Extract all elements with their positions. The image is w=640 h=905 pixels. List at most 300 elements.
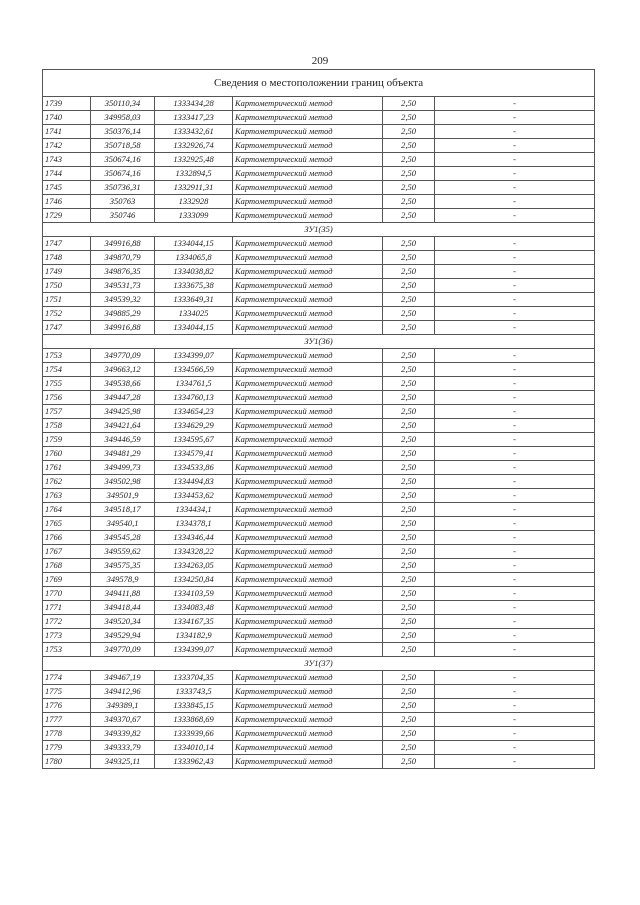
boundary-coordinates-table [42,69,595,769]
table-row [43,153,595,167]
note-cell: - [435,321,595,335]
y-coordinate-cell: 1334595,67 [155,433,233,447]
note-cell: - [435,111,595,125]
accuracy-cell: 2,50 [383,195,435,209]
method-cell: Картометрический метод [233,97,383,111]
point-number-cell: 1768 [43,559,91,573]
table-row [43,699,595,713]
point-number-cell: 1751 [43,293,91,307]
note-cell: - [435,209,595,223]
note-cell: - [435,727,595,741]
note-cell: - [435,391,595,405]
table-row [43,489,595,503]
point-number-cell: 1769 [43,573,91,587]
accuracy-cell: 2,50 [383,629,435,643]
point-number-cell: 1743 [43,153,91,167]
point-number-cell: 1741 [43,125,91,139]
point-number-cell: 1762 [43,475,91,489]
accuracy-cell: 2,50 [383,727,435,741]
y-coordinate-cell: 1333417,23 [155,111,233,125]
table-row [43,363,595,377]
y-coordinate-cell: 1334654,23 [155,405,233,419]
accuracy-cell: 2,50 [383,125,435,139]
table-row [43,167,595,181]
x-coordinate-cell: 349467,19 [91,671,155,685]
note-cell: - [435,489,595,503]
note-cell: - [435,139,595,153]
accuracy-cell: 2,50 [383,671,435,685]
accuracy-cell: 2,50 [383,167,435,181]
note-cell: - [435,587,595,601]
method-cell: Картометрический метод [233,111,383,125]
x-coordinate-cell: 349531,73 [91,279,155,293]
point-number-cell: 1739 [43,97,91,111]
accuracy-cell: 2,50 [383,531,435,545]
table-row [43,601,595,615]
method-cell: Картометрический метод [233,279,383,293]
accuracy-cell: 2,50 [383,377,435,391]
method-cell: Картометрический метод [233,237,383,251]
table-row [43,139,595,153]
table-row [43,447,595,461]
note-cell: - [435,671,595,685]
x-coordinate-cell: 349325,11 [91,755,155,769]
note-cell: - [435,559,595,573]
table-row [43,251,595,265]
y-coordinate-cell: 1332894,5 [155,167,233,181]
note-cell: - [435,713,595,727]
y-coordinate-cell: 1334103,59 [155,587,233,601]
table-row [43,727,595,741]
y-coordinate-cell: 1332926,74 [155,139,233,153]
section-label: ЗУ1(36) [43,335,595,349]
y-coordinate-cell: 1334566,59 [155,363,233,377]
y-coordinate-cell: 1333432,61 [155,125,233,139]
table-body [43,70,595,769]
method-cell: Картометрический метод [233,125,383,139]
y-coordinate-cell: 1334346,44 [155,531,233,545]
accuracy-cell: 2,50 [383,181,435,195]
accuracy-cell: 2,50 [383,685,435,699]
y-coordinate-cell: 1334044,15 [155,237,233,251]
x-coordinate-cell: 349916,88 [91,237,155,251]
y-coordinate-cell: 1334044,15 [155,321,233,335]
table-row [43,671,595,685]
method-cell: Картометрический метод [233,195,383,209]
method-cell: Картометрический метод [233,153,383,167]
accuracy-cell: 2,50 [383,475,435,489]
note-cell: - [435,153,595,167]
point-number-cell: 1754 [43,363,91,377]
accuracy-cell: 2,50 [383,713,435,727]
x-coordinate-cell: 349559,62 [91,545,155,559]
accuracy-cell: 2,50 [383,279,435,293]
x-coordinate-cell: 350376,14 [91,125,155,139]
note-cell: - [435,167,595,181]
method-cell: Картометрический метод [233,601,383,615]
table-row [43,377,595,391]
table-row [43,181,595,195]
section-header-row [43,657,595,671]
x-coordinate-cell: 349446,59 [91,433,155,447]
table-row [43,209,595,223]
point-number-cell: 1752 [43,307,91,321]
note-cell: - [435,531,595,545]
note-cell: - [435,545,595,559]
accuracy-cell: 2,50 [383,111,435,125]
y-coordinate-cell: 1333704,35 [155,671,233,685]
method-cell: Картометрический метод [233,461,383,475]
point-number-cell: 1770 [43,587,91,601]
x-coordinate-cell: 350718,58 [91,139,155,153]
y-coordinate-cell: 1333434,28 [155,97,233,111]
accuracy-cell: 2,50 [383,447,435,461]
y-coordinate-cell: 1334010,14 [155,741,233,755]
note-cell: - [435,195,595,209]
point-number-cell: 1744 [43,167,91,181]
accuracy-cell: 2,50 [383,419,435,433]
x-coordinate-cell: 349447,28 [91,391,155,405]
method-cell: Картометрический метод [233,531,383,545]
method-cell: Картометрический метод [233,447,383,461]
y-coordinate-cell: 1333649,31 [155,293,233,307]
note-cell: - [435,685,595,699]
accuracy-cell: 2,50 [383,741,435,755]
x-coordinate-cell: 349575,35 [91,559,155,573]
y-coordinate-cell: 1334167,35 [155,615,233,629]
y-coordinate-cell: 1334250,84 [155,573,233,587]
x-coordinate-cell: 349545,28 [91,531,155,545]
x-coordinate-cell: 350763 [91,195,155,209]
x-coordinate-cell: 349540,1 [91,517,155,531]
x-coordinate-cell: 349916,88 [91,321,155,335]
x-coordinate-cell: 349958,03 [91,111,155,125]
note-cell: - [435,741,595,755]
table-row [43,713,595,727]
note-cell: - [435,643,595,657]
accuracy-cell: 2,50 [383,363,435,377]
point-number-cell: 1747 [43,321,91,335]
table-row [43,615,595,629]
y-coordinate-cell: 1334065,8 [155,251,233,265]
accuracy-cell: 2,50 [383,321,435,335]
x-coordinate-cell: 349501,9 [91,489,155,503]
method-cell: Картометрический метод [233,475,383,489]
note-cell: - [435,601,595,615]
table-row [43,573,595,587]
y-coordinate-cell: 1334453,62 [155,489,233,503]
y-coordinate-cell: 1333099 [155,209,233,223]
point-number-cell: 1745 [43,181,91,195]
note-cell: - [435,307,595,321]
note-cell: - [435,629,595,643]
accuracy-cell: 2,50 [383,209,435,223]
table-row [43,265,595,279]
x-coordinate-cell: 350674,16 [91,167,155,181]
table-row [43,237,595,251]
x-coordinate-cell: 349333,79 [91,741,155,755]
point-number-cell: 1750 [43,279,91,293]
method-cell: Картометрический метод [233,741,383,755]
accuracy-cell: 2,50 [383,699,435,713]
table-title: Сведения о местоположении границ объекта [43,70,595,97]
y-coordinate-cell: 1332911,31 [155,181,233,195]
table-row [43,293,595,307]
x-coordinate-cell: 350110,34 [91,97,155,111]
method-cell: Картометрический метод [233,517,383,531]
y-coordinate-cell: 1334760,13 [155,391,233,405]
table-row [43,405,595,419]
x-coordinate-cell: 350736,31 [91,181,155,195]
y-coordinate-cell: 1333868,69 [155,713,233,727]
method-cell: Картометрический метод [233,559,383,573]
point-number-cell: 1778 [43,727,91,741]
accuracy-cell: 2,50 [383,559,435,573]
x-coordinate-cell: 349370,67 [91,713,155,727]
point-number-cell: 1780 [43,755,91,769]
note-cell: - [435,405,595,419]
point-number-cell: 1755 [43,377,91,391]
x-coordinate-cell: 349502,98 [91,475,155,489]
method-cell: Картометрический метод [233,433,383,447]
note-cell: - [435,573,595,587]
note-cell: - [435,433,595,447]
note-cell: - [435,251,595,265]
y-coordinate-cell: 1334533,86 [155,461,233,475]
note-cell: - [435,615,595,629]
point-number-cell: 1779 [43,741,91,755]
y-coordinate-cell: 1334761,5 [155,377,233,391]
note-cell: - [435,461,595,475]
method-cell: Картометрический метод [233,671,383,685]
x-coordinate-cell: 349539,32 [91,293,155,307]
note-cell: - [435,475,595,489]
accuracy-cell: 2,50 [383,433,435,447]
accuracy-cell: 2,50 [383,545,435,559]
y-coordinate-cell: 1334182,9 [155,629,233,643]
method-cell: Картометрический метод [233,489,383,503]
y-coordinate-cell: 1333675,38 [155,279,233,293]
section-header-row [43,223,595,237]
table-row [43,517,595,531]
x-coordinate-cell: 349538,66 [91,377,155,391]
y-coordinate-cell: 1334083,48 [155,601,233,615]
table-row [43,629,595,643]
method-cell: Картометрический метод [233,391,383,405]
method-cell: Картометрический метод [233,755,383,769]
note-cell: - [435,97,595,111]
y-coordinate-cell: 1334399,07 [155,643,233,657]
point-number-cell: 1753 [43,643,91,657]
method-cell: Картометрический метод [233,629,383,643]
method-cell: Картометрический метод [233,349,383,363]
accuracy-cell: 2,50 [383,503,435,517]
y-coordinate-cell: 1333962,43 [155,755,233,769]
method-cell: Картометрический метод [233,587,383,601]
point-number-cell: 1740 [43,111,91,125]
x-coordinate-cell: 349412,96 [91,685,155,699]
table-row [43,461,595,475]
accuracy-cell: 2,50 [383,251,435,265]
method-cell: Картометрический метод [233,167,383,181]
x-coordinate-cell: 349418,44 [91,601,155,615]
table-row [43,125,595,139]
point-number-cell: 1761 [43,461,91,475]
table-row [43,741,595,755]
x-coordinate-cell: 349520,34 [91,615,155,629]
point-number-cell: 1763 [43,489,91,503]
point-number-cell: 1760 [43,447,91,461]
section-label: ЗУ1(35) [43,223,595,237]
table-row [43,545,595,559]
x-coordinate-cell: 349578,9 [91,573,155,587]
note-cell: - [435,279,595,293]
point-number-cell: 1771 [43,601,91,615]
method-cell: Картометрический метод [233,685,383,699]
method-cell: Картометрический метод [233,307,383,321]
table-title-row [43,70,595,97]
table-row [43,349,595,363]
point-number-cell: 1756 [43,391,91,405]
table-row [43,475,595,489]
point-number-cell: 1758 [43,419,91,433]
point-number-cell: 1773 [43,629,91,643]
table-row [43,195,595,209]
method-cell: Картометрический метод [233,405,383,419]
x-coordinate-cell: 349499,73 [91,461,155,475]
table-row [43,503,595,517]
section-header-row [43,335,595,349]
x-coordinate-cell: 349421,64 [91,419,155,433]
table-row [43,685,595,699]
method-cell: Картометрический метод [233,573,383,587]
y-coordinate-cell: 1332928 [155,195,233,209]
method-cell: Картометрический метод [233,377,383,391]
point-number-cell: 1757 [43,405,91,419]
note-cell: - [435,517,595,531]
accuracy-cell: 2,50 [383,405,435,419]
note-cell: - [435,447,595,461]
method-cell: Картометрический метод [233,503,383,517]
point-number-cell: 1777 [43,713,91,727]
y-coordinate-cell: 1334434,1 [155,503,233,517]
y-coordinate-cell: 1334038,82 [155,265,233,279]
table-row [43,279,595,293]
point-number-cell: 1776 [43,699,91,713]
note-cell: - [435,699,595,713]
x-coordinate-cell: 349411,88 [91,587,155,601]
method-cell: Картометрический метод [233,251,383,265]
accuracy-cell: 2,50 [383,293,435,307]
method-cell: Картометрический метод [233,363,383,377]
accuracy-cell: 2,50 [383,643,435,657]
y-coordinate-cell: 1333939,66 [155,727,233,741]
method-cell: Картометрический метод [233,699,383,713]
method-cell: Картометрический метод [233,545,383,559]
y-coordinate-cell: 1334399,07 [155,349,233,363]
note-cell: - [435,363,595,377]
table-row [43,433,595,447]
x-coordinate-cell: 349425,98 [91,405,155,419]
accuracy-cell: 2,50 [383,139,435,153]
table-row [43,643,595,657]
accuracy-cell: 2,50 [383,307,435,321]
note-cell: - [435,125,595,139]
x-coordinate-cell: 349885,29 [91,307,155,321]
point-number-cell: 1775 [43,685,91,699]
accuracy-cell: 2,50 [383,573,435,587]
table-row [43,531,595,545]
point-number-cell: 1759 [43,433,91,447]
y-coordinate-cell: 1334494,83 [155,475,233,489]
note-cell: - [435,419,595,433]
accuracy-cell: 2,50 [383,265,435,279]
note-cell: - [435,755,595,769]
x-coordinate-cell: 349770,09 [91,349,155,363]
table-row [43,321,595,335]
method-cell: Картометрический метод [233,419,383,433]
y-coordinate-cell: 1334328,22 [155,545,233,559]
x-coordinate-cell: 350674,16 [91,153,155,167]
x-coordinate-cell: 349870,79 [91,251,155,265]
point-number-cell: 1746 [43,195,91,209]
note-cell: - [435,377,595,391]
point-number-cell: 1764 [43,503,91,517]
point-number-cell: 1766 [43,531,91,545]
accuracy-cell: 2,50 [383,615,435,629]
section-label: ЗУ1(37) [43,657,595,671]
x-coordinate-cell: 349770,09 [91,643,155,657]
note-cell: - [435,237,595,251]
accuracy-cell: 2,50 [383,489,435,503]
point-number-cell: 1748 [43,251,91,265]
x-coordinate-cell: 349876,35 [91,265,155,279]
method-cell: Картометрический метод [233,181,383,195]
table-row [43,391,595,405]
note-cell: - [435,349,595,363]
method-cell: Картометрический метод [233,209,383,223]
point-number-cell: 1753 [43,349,91,363]
accuracy-cell: 2,50 [383,755,435,769]
x-coordinate-cell: 349518,17 [91,503,155,517]
x-coordinate-cell: 349529,94 [91,629,155,643]
accuracy-cell: 2,50 [383,587,435,601]
method-cell: Картометрический метод [233,643,383,657]
y-coordinate-cell: 1334025 [155,307,233,321]
y-coordinate-cell: 1333845,15 [155,699,233,713]
note-cell: - [435,265,595,279]
point-number-cell: 1774 [43,671,91,685]
method-cell: Картометрический метод [233,727,383,741]
page-number: 209 [311,55,329,67]
accuracy-cell: 2,50 [383,601,435,615]
table-row [43,755,595,769]
accuracy-cell: 2,50 [383,97,435,111]
note-cell: - [435,293,595,307]
table-row [43,97,595,111]
point-number-cell: 1747 [43,237,91,251]
note-cell: - [435,181,595,195]
point-number-cell: 1742 [43,139,91,153]
y-coordinate-cell: 1334378,1 [155,517,233,531]
accuracy-cell: 2,50 [383,391,435,405]
x-coordinate-cell: 349481,29 [91,447,155,461]
y-coordinate-cell: 1334629,29 [155,419,233,433]
accuracy-cell: 2,50 [383,237,435,251]
method-cell: Картометрический метод [233,265,383,279]
x-coordinate-cell: 349389,1 [91,699,155,713]
table-row [43,307,595,321]
